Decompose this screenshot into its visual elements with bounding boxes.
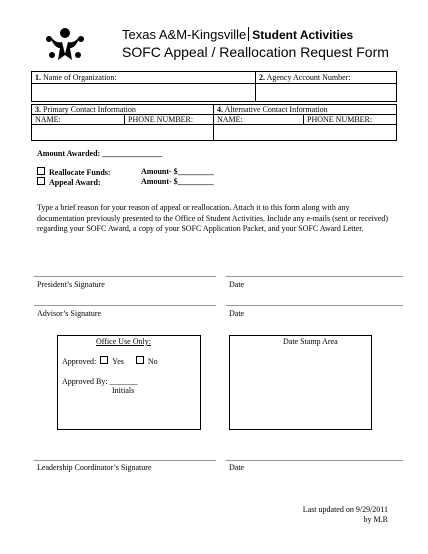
president-signature-line[interactable] (34, 276, 216, 277)
president-date-label: Date (229, 280, 245, 289)
reallocate-label: Reallocate Funds: (49, 168, 111, 177)
appeal-label: Appeal Award: (49, 178, 101, 187)
primary-name-header: NAME: (35, 115, 61, 124)
approved-yes-checkbox[interactable] (100, 356, 108, 364)
instructions-text: Type a brief reason for your reason of appeal or reallocation. Attach it to this form along with any documentation previously presented to the Office of Student Activities. Include any e-mails (sent or received) regarding your SOFC Award, a copy of your SOFC Application Packet, and your SOFC Award Letter. (37, 203, 389, 233)
no-label: No (147, 357, 158, 366)
reallocate-checkbox[interactable] (37, 167, 45, 175)
reallocate-row (37, 167, 111, 177)
date-stamp-label: Date Stamp Area (283, 337, 338, 346)
university-logo (42, 24, 88, 64)
alt-phone-field[interactable] (304, 125, 396, 140)
primary-contact-label: 3. Primary Contact Information (35, 105, 136, 114)
reallocate-amount: Amount- $_________ (141, 167, 214, 176)
institution-name: Texas A&M-Kingsville (122, 27, 247, 42)
yes-label: Yes (112, 357, 124, 366)
approved-by-label: Approved By: _______ (62, 377, 138, 386)
header-divider (248, 27, 249, 41)
approved-no-checkbox[interactable] (136, 356, 144, 364)
agency-account-label: 2. Agency Account Number: (259, 73, 351, 82)
department-name: Student Activities (252, 28, 354, 42)
approved-label: Approved: (62, 357, 97, 366)
coordinator-date-line[interactable] (226, 460, 403, 461)
appeal-amount: Amount- $_________ (141, 177, 214, 186)
president-signature-label: President’s Signature (37, 280, 105, 289)
last-updated: Last updated on 9/29/2011 (302, 505, 388, 514)
advisor-date-line[interactable] (226, 305, 403, 306)
primary-col-divider (124, 114, 125, 125)
updated-by: by M.R (363, 515, 388, 524)
alt-contact-label: 4. Alternative Contact Information (217, 105, 328, 114)
primary-phone-header: PHONE NUMBER: (128, 115, 194, 124)
alt-col-divider (303, 114, 304, 125)
organization-name-label: 1. Name of Organization: (35, 73, 117, 82)
coordinator-date-label: Date (229, 463, 245, 472)
approval-row (62, 356, 158, 366)
coordinator-signature-label: Leadership Coordinator’s Signature (37, 463, 152, 472)
agency-account-field[interactable] (256, 84, 396, 101)
president-date-line[interactable] (226, 276, 403, 277)
form-title: SOFC Appeal / Reallocation Request Form (122, 44, 389, 60)
alt-name-header: NAME: (217, 115, 243, 124)
alt-phone-header: PHONE NUMBER: (307, 115, 373, 124)
office-use-title: Office Use Only: (96, 337, 151, 346)
primary-name-field[interactable] (32, 125, 123, 140)
header-line-1 (122, 27, 353, 42)
advisor-date-label: Date (229, 309, 245, 318)
initials-label: Initials (112, 386, 135, 395)
alt-name-field[interactable] (214, 125, 302, 140)
coordinator-signature-line[interactable] (34, 460, 216, 461)
advisor-signature-line[interactable] (34, 305, 216, 306)
organization-name-field[interactable] (32, 84, 254, 101)
advisor-signature-label: Advisor’s Signature (37, 309, 102, 318)
appeal-row (37, 177, 101, 187)
amount-awarded: Amount Awarded: _______________ (37, 149, 163, 158)
appeal-checkbox[interactable] (37, 177, 45, 185)
date-stamp-box (229, 335, 372, 430)
primary-phone-field[interactable] (125, 125, 212, 140)
